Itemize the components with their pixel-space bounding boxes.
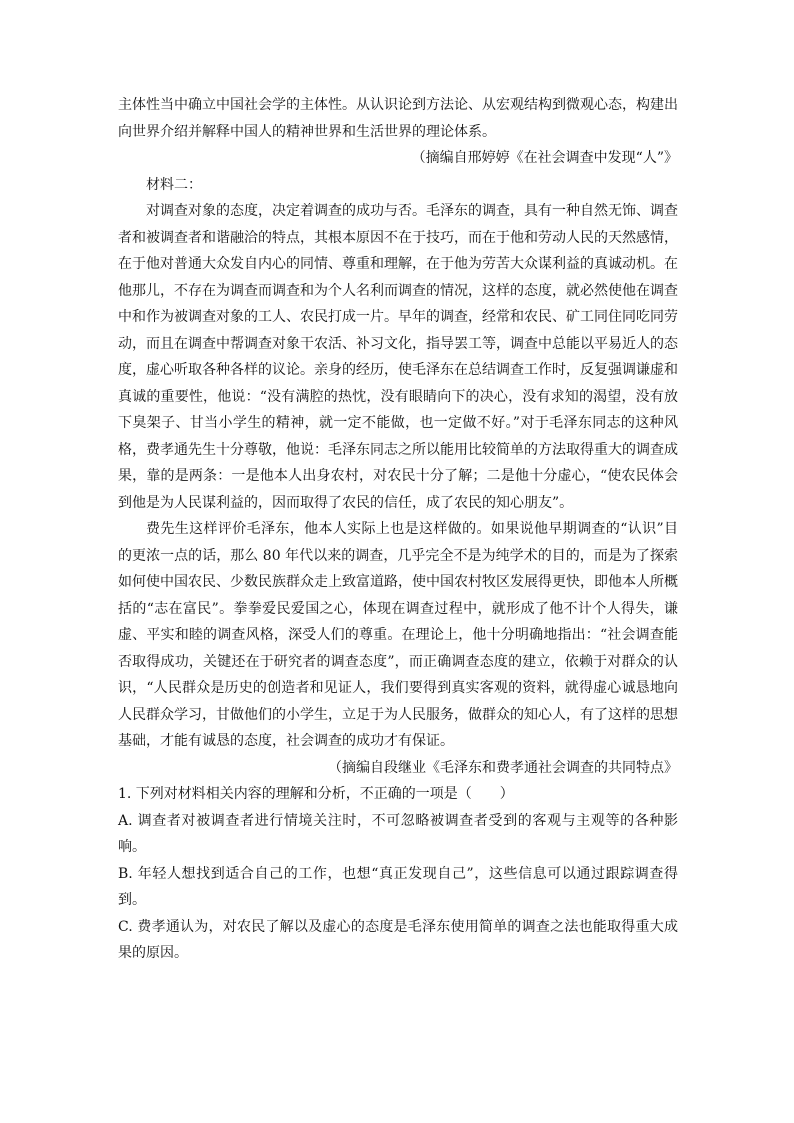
material-two-paragraph-2: 费先生这样评价毛泽东，他本人实际上也是这样做的。如果说他早期调查的“认识”目的更浓一点的话，那么 80 年代以来的调查，几乎完全不是为纯学术的目的，而是为了探索如何使中国农民、少数民族群众走上致富道路，使中国农村牧区发展得更快，即他本人所概括的“志在富民”。拳拳爱民爱国之心，体现在调查过程中，就形成了他不计个人得失，谦虚、平实和睦的调查风格，深受人们的尊重。在理论上，他十分明确地指出：“社会调查能否取得成功，关键还在于研究者的调查态度”，而正确调查态度的建立，依赖于对群众的认识，“人民群众是历史的创造者和见证人，我们要得到真实客观的资料，就得虚心诚恳地向人民群众学习，甘做他们的小学生，立足于为人民服务，做群众的知心人，有了这样的思想基础，才能有诚恳的态度，社会调查的成功才有保证。 [118,521,678,749]
document-page [118,92,678,967]
material-two-source: （摘编自段继业《毛泽东和费孝通社会调查的共同特点》 [328,759,678,776]
question-option-a: A. 调查者对被调查者进行情境关注时，不可忽略被调查者受到的客观与主观等的各种影响。 [118,812,678,855]
question-option-b: B. 年轻人想找到适合自己的工作，也想“真正发现自己”，这些信息可以通过跟踪调查得到。 [118,865,678,908]
material-one-tail-paragraph: 主体性当中确立中国社会学的主体性。从认识论到方法论、从宏观结构到微观心态，构建出向世界介绍并解释中国人的精神世界和生活世界的理论体系。 [118,97,678,140]
material-one-source: （摘编自邢婷婷《在社会调查中发现“人”》 [411,150,678,166]
question-stem: 1. 下列对材料相关内容的理解和分析，不正确的一项是（ ） [118,786,514,802]
question-option-c: C. 费孝通认为，对农民了解以及虚心的态度是毛泽东使用简单的调查之法也能取得重大成果的原因。 [118,918,678,961]
material-two-heading: 材料二： [146,176,202,193]
material-two-paragraph-1: 对调查对象的态度，决定着调查的成功与否。毛泽东的调查，具有一种自然无饰、调查者和被调查者和谐融洽的特点，其根本原因不在于技巧，而在于他和劳动人民的天然感情，在于他对普通大众发自内心的同情、尊重和理解，在于他为劳苦大众谋利益的真诚动机。在他那儿，不存在为调查而调查和为个人名利而调查的情况，这样的态度，就必然使他在调查中和作为被调查对象的工人、农民打成一片。早年的调查，经常和农民、矿工同住同吃同劳动，而且在调查中帮调查对象干农活、补习文化，指导罢工等，调查中总能以平易近人的态度，虚心听取各种各样的议论。亲身的经历，使毛泽东在总结调查工作时，反复强调谦虚和真诚的重要性，他说：“没有满腔的热忱，没有眼睛向下的决心，没有求知的渴望，没有放下臭架子、甘当小学生的精神，就一定不能做，也一定做不好。”对于毛泽东同志的这种风格，费孝通先生十分尊敬，他说：毛泽东同志之所以能用比较简单的方法取得重大的调查成果，靠的是两条：一是他本人出身农村，对农民十分了解；二是他十分虚心，“使农民体会到他是为人民谋利益的，因而取得了农民的信任，成了农民的知心朋友”。 [118,203,678,511]
